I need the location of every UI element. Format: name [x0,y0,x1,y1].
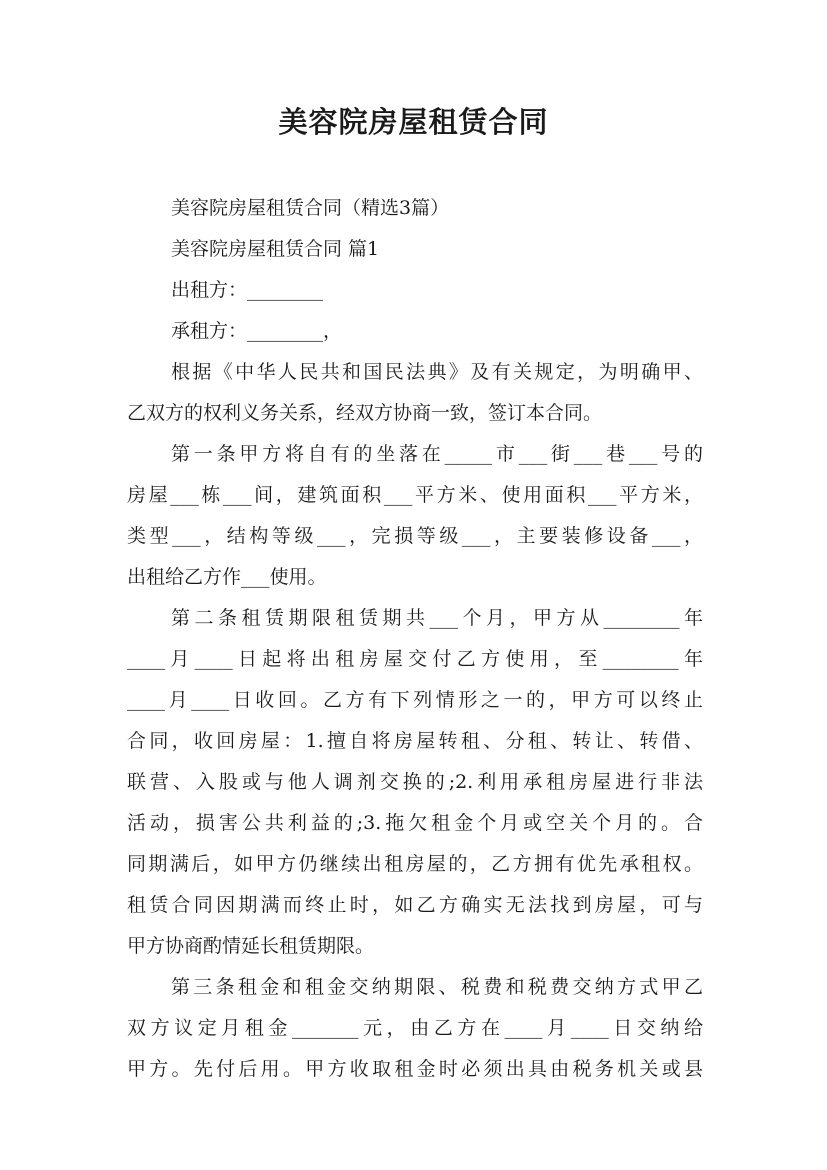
paragraph-line: 根据《中华人民共和国民法典》及有关规定，为明确甲、 [171,361,703,383]
paragraph-line: 第二条租赁期限租赁期共___个月，甲方从________年 [171,607,703,629]
document-title: 美容院房屋租赁合同 [278,105,549,139]
paragraph-line: 双方议定月租金_______元，由乙方在____月____日交纳给 [127,1017,703,1039]
paragraph-line: 合同，收回房屋：1.擅自将房屋转租、分租、转让、转借、 [127,730,703,752]
section-heading-line: 美容院房屋租赁合同 篇1 [171,238,380,260]
paragraph-line: 同期满后，如甲方仍继续出租房屋的，乙方拥有优先承租权。 [127,853,703,875]
paragraph-line: 房屋___栋___间，建筑面积___平方米、使用面积___平方米， [127,484,703,506]
paragraph-line: 租赁合同因期满而终止时，如乙方确实无法找到房屋，可与 [127,894,703,916]
paragraph-line: 活动，损害公共利益的;3.拖欠租金个月或空关个月的。合 [127,812,703,834]
paragraph-line: 甲方。先付后用。甲方收取租金时必须出具由税务机关或县 [127,1058,703,1080]
paragraph-line: ____月____日起将出租房屋交付乙方使用，至________年 [127,648,703,670]
paragraph-line: 类型___，结构等级___，完损等级___，主要装修设备___， [127,525,703,547]
lessee-line: 承租方：________， [171,320,343,342]
paragraph-line: 出租给乙方作___使用。 [127,566,327,588]
paragraph-line: 联营、入股或与他人调剂交换的;2.利用承租房屋进行非法 [127,771,703,793]
paragraph-line: 甲方协商酌情延长租赁期限。 [127,935,375,957]
paragraph-line: 乙双方的权利义务关系，经双方协商一致，签订本合同。 [127,402,603,424]
subtitle-line: 美容院房屋租赁合同（精选3篇） [171,197,450,219]
paragraph-line: 第三条租金和租金交纳期限、税费和税费交纳方式甲乙 [171,976,703,998]
document-body [127,188,703,1090]
paragraph-line: 第一条甲方将自有的坐落在_____市___街___巷___号的 [171,443,703,465]
paragraph-line: ____月____日收回。乙方有下列情形之一的，甲方可以终止 [127,689,703,711]
lessor-line: 出租方：________ [171,279,324,301]
